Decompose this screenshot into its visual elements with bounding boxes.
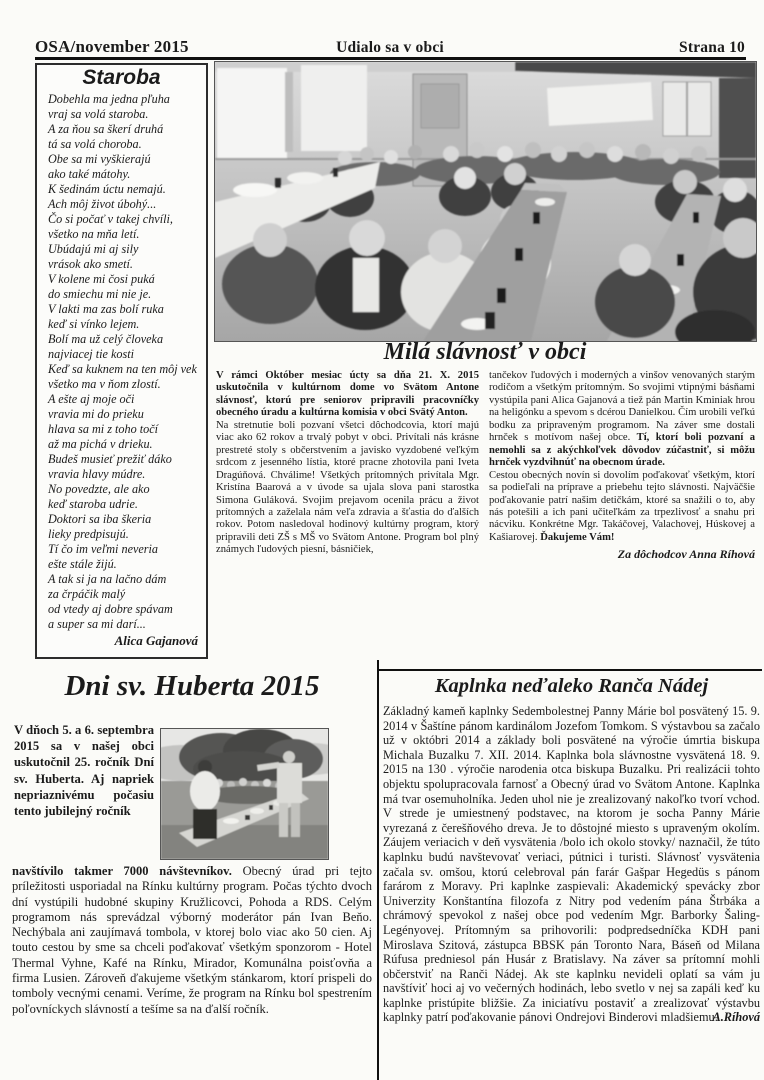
poem-line: až ma pichá v drieku. bbox=[48, 437, 153, 451]
poem-line: keď si vínko lejem. bbox=[48, 317, 140, 331]
poem-line: Doktori sa iba škeria bbox=[48, 512, 152, 526]
poem-line: vravia hlavy múdre. bbox=[48, 467, 146, 481]
poem-line: A ešte aj moje oči bbox=[48, 392, 135, 406]
slavnost-thanks-bold: Ďakujeme Vám! bbox=[540, 531, 615, 543]
poem-line: Keď sa kuknem na ten môj vek bbox=[48, 362, 197, 376]
poem-line: Bolí ma už celý človeka bbox=[48, 332, 164, 346]
poem-line: všetko na mňa letí. bbox=[48, 227, 140, 241]
poem-line: vrások ako smetí. bbox=[48, 257, 133, 271]
kaplnka-body bbox=[383, 704, 760, 1025]
header-section-title: Udialo sa v obci bbox=[336, 39, 444, 56]
hubert-lead: V dňoch 5. a 6. septembra 2015 sa v našej obci uskutočnil 25. ročník Dní sv. Huberta. Aj napriek nepriaznivému počasiu tento jubilejný ročník bbox=[14, 723, 154, 819]
poem-line: do smiechu mi nie je. bbox=[48, 287, 152, 301]
hubert-body-text: Obecný úrad pri tejto príležitosti usporiadal na Rínku kultúrny program. Počas týchto dvoch dní vystúpili hudobné skupiny Kružlicovci, Pohoda a RDS. Celým programom nás sprevádzal výborný moderátor pán Ivan Beňo. Nechýbala ani zaujímavá tombola, v ktorej bolo viac ako 50 cien. Aj touto cestou by sme sa chceli poďakovať všetkým sponzorom - Hotel Thermal Vyhne, Kafé na Rínku, Mirador, Komunálna poisťovňa a firma Lusien. Zároveň ďakujeme všetkým stánkarom, ktorí prispeli do tomboly vecnými cenami. Veríme, že program na Rínku bol spestrením poľovníckych slávností a tešíme sa na ďalší ročník. bbox=[12, 864, 373, 1016]
kaplnka-title: Kaplnka neďaleko Ranča Nádej bbox=[434, 675, 709, 697]
slavnost-col1-text: Na stretnutie boli pozvaní všetci dôchodcovia, ktorí majú viac ako 62 rokov a trvalý pobyt v obci. Privítali nás krásne prestreté stoly s občerstvením a javisko vyzdobené veľkým srdcom z jesenného lístia, ktoré pracne zhotovila pani Iveta Dragúňová. Chválime! Všetkých prítomných privítala Mgr. Kristína Baarová a v úvode sa ujala slova pani starostka Simona Guláková. Svojim prejavom ocenila prácu a život prítomných a zaželala nám veľa zdravia a šťastia do ďalších rokov. Potom nasledoval hodinový kultúrny program, ktorý pripravili deti ZŠ s MŠ vo Svätom Antone. Program bol plný známych ľudových piesní, básničiek, bbox=[216, 419, 479, 556]
poem-box bbox=[35, 63, 208, 659]
header-issue: OSA/november 2015 bbox=[35, 37, 189, 56]
poem-line: lieky predpisujú. bbox=[48, 527, 129, 541]
hall-photo-illustration bbox=[215, 62, 756, 341]
poem-line: A tak si ja na lačno dám bbox=[48, 572, 167, 586]
hall-photo bbox=[214, 61, 757, 342]
poem-line: No povedzte, ale ako bbox=[48, 482, 150, 496]
slavnost-column-2 bbox=[489, 370, 755, 659]
slavnost-col2-text-b: Cestou obecných novín si dovolím poďakovať všetkým, ktorí sa podieľali na príprave a priebehu tejto slávnosti. Najväčšie poďakovanie patrí našim detičkám, ktoré sa snažili o to, aby nás potešili a ich pani učiteľkám za trpezlivosť a snahu pri nácviku. Konkrétne Mgr. Takáčovej, Valachovej, Húskovej a Kašiarovej. bbox=[489, 469, 755, 543]
poem-line: všetko ma v ňom zlostí. bbox=[48, 377, 161, 391]
slavnost-title: Milá slávnosť v obci bbox=[383, 339, 587, 365]
hubert-photo-illustration bbox=[161, 729, 328, 859]
poem-line: tá sa volá choroba. bbox=[48, 137, 142, 151]
poem-line: Ubúdajú mi aj sily bbox=[48, 242, 139, 256]
poem-line: za črpáčik malý bbox=[48, 587, 126, 601]
poem-line: od vtedy aj dobre spávam bbox=[48, 602, 173, 616]
hubert-title: Dni sv. Huberta 2015 bbox=[64, 670, 320, 702]
slavnost-col2-bold: Tí, ktorí boli pozvaní a nemohli sa z akýchkoľvek dôvodov zúčastniť, si môžu hrnček vyzdvihnúť na obecnom úrade. bbox=[489, 432, 755, 469]
poem-line: Dobehla ma jedna pľuha bbox=[48, 92, 170, 106]
kaplnka-top-rule bbox=[379, 669, 762, 671]
poem-lines bbox=[37, 92, 206, 632]
poem-line: a super sa mi darí... bbox=[48, 617, 146, 631]
hubert-body-bold: navštívilo takmer 7000 návštevníkov. bbox=[12, 864, 232, 878]
poem-line: Tí čo im veľmi neveria bbox=[48, 542, 159, 556]
poem-line: vravia mi do prieku bbox=[48, 407, 144, 421]
poem-line: Budeš musieť prežiť dáko bbox=[48, 452, 172, 466]
slavnost-column-1 bbox=[216, 370, 479, 659]
hubert-body bbox=[12, 864, 372, 1017]
poem-line: K šedinám úctu nemajú. bbox=[48, 182, 166, 196]
header-page-number: Strana 10 bbox=[679, 39, 745, 56]
kaplnka-signature: A.Ríhová bbox=[712, 1010, 760, 1025]
header-rule bbox=[35, 57, 746, 60]
slavnost-signature: Za dôchodcov Anna Ríhová bbox=[617, 547, 755, 562]
poem-line: vraj sa volá staroba. bbox=[48, 107, 149, 121]
poem-line: keď staroba udrie. bbox=[48, 497, 138, 511]
poem-line: Ach môj život úbohý... bbox=[48, 197, 157, 211]
poem-line: Čo si počať v takej chvíli, bbox=[48, 212, 173, 226]
hubert-photo bbox=[160, 728, 329, 860]
poem-line: A za ňou sa škerí druhá bbox=[48, 122, 164, 136]
poem-line: V kolene mi čosi puká bbox=[48, 272, 155, 286]
poem-title: Staroba bbox=[82, 66, 161, 89]
poem-line: Obe sa mi vyškierajú bbox=[48, 152, 151, 166]
kaplnka-body-text: Základný kameň kaplnky Sedembolestnej Panny Márie bol posvätený 15. 9. 2014 v Šaštíne pánom kardinálom Jozefom Tomkom. S výstavbou sa začalo už v októbri 2014 a základy boli posvätené na výročie úmrtia biskupa Michala Buzalku 7. XII. 2014. Kaplnka bola slávnostne vysvätená 18. 9. 2015 na 130 . výročie narodenia otca biskupa Buzalku. Pri realizácii tohto objektu spolupracovala farnosť a Obecný úrad vo Svätom Antone. Kaplnka má tvar osemuholníka. Jeden uhol nie je zrealizovaný nakoľko tvorí vchod. V strede je umiestnený podstavec, na ktorom je socha Panny Márie vyrezaná z čerešňového dreva. Je to dôstojné miesto s upraveným okolím. Záujem veriacich v deň vysvätenia /bolo ich okolo stovky/ naznačil, že túto kaplnku budú navštevovať veriaci, pútnici i turisti. Slávnosť vysvätenia začala sv. omšou, ktorú celebroval pán farár Gašpar Hegedüs s pánom farárom z Moravy. Pri kaplnke zaspievali: Akademický spevácky zbor Univerzity Konštantína filozofa z Nitry pod vedením pána Štrbáka a chrámový spevokol z našej obce pod vedením Mgr. Barborky Šaling-Legényovej. Prítomným sa prihovorili: podpredsedníčka KDH pani Miroslava Szitová, zástupca BBSK pán Toronto Nara, Báseň od Milana Rúfusa predniesol pán Husár z Bratislavy. Na záver sa prítomní mohli občerstviť na Ranči Nádej. Ak ste kaplnku nevideli oplatí sa vám ju navštíviť hoci aj vo večerných hodinách, lebo svetlo v nej sa zapáli keď ku kaplnke pristúpite bližšie. Za iniciatívu postaviť a zrealizovať výstavbu kaplnky patrí poďakovanie pánovi Ondrejovi Binderovi mladšiemu. bbox=[383, 704, 760, 1025]
slavnost-lead: V rámci Október mesiac úcty sa dňa 21. X. 2015 uskutočnila v kultúrnom dome vo Svätom Antone slávnosť, ktorú pre seniorov pripravili pracovníčky obecného úradu a kultúrna komisia v obci Svätý Anton. bbox=[216, 370, 479, 419]
poem-line: ešte stále žijú. bbox=[48, 557, 117, 571]
poem-author: Alica Gajanová bbox=[114, 633, 198, 648]
poem-line: najviacej tie kosti bbox=[48, 347, 134, 361]
poem-line: hlava sa mi z toho točí bbox=[48, 422, 159, 436]
vertical-divider bbox=[377, 660, 379, 1080]
slavnost-col2-text-a: tančekov ľudových i moderných a vinšov venovaných starým rodičom a všetkým prítomným. So svojimi vtipnými básňami vystúpila pani Alica Gajanová a tiež pán Martin Kminiak hrou na heligónku a spevom s dcérou Danielkou. Čím urobili veľkú bodku za pripraveným programom. Na záver sme dostali hrnček s motívom našej obce. bbox=[489, 370, 755, 444]
poem-line: ako také mátohy. bbox=[48, 167, 131, 181]
poem-line: V lakti ma zas bolí ruka bbox=[48, 302, 164, 316]
